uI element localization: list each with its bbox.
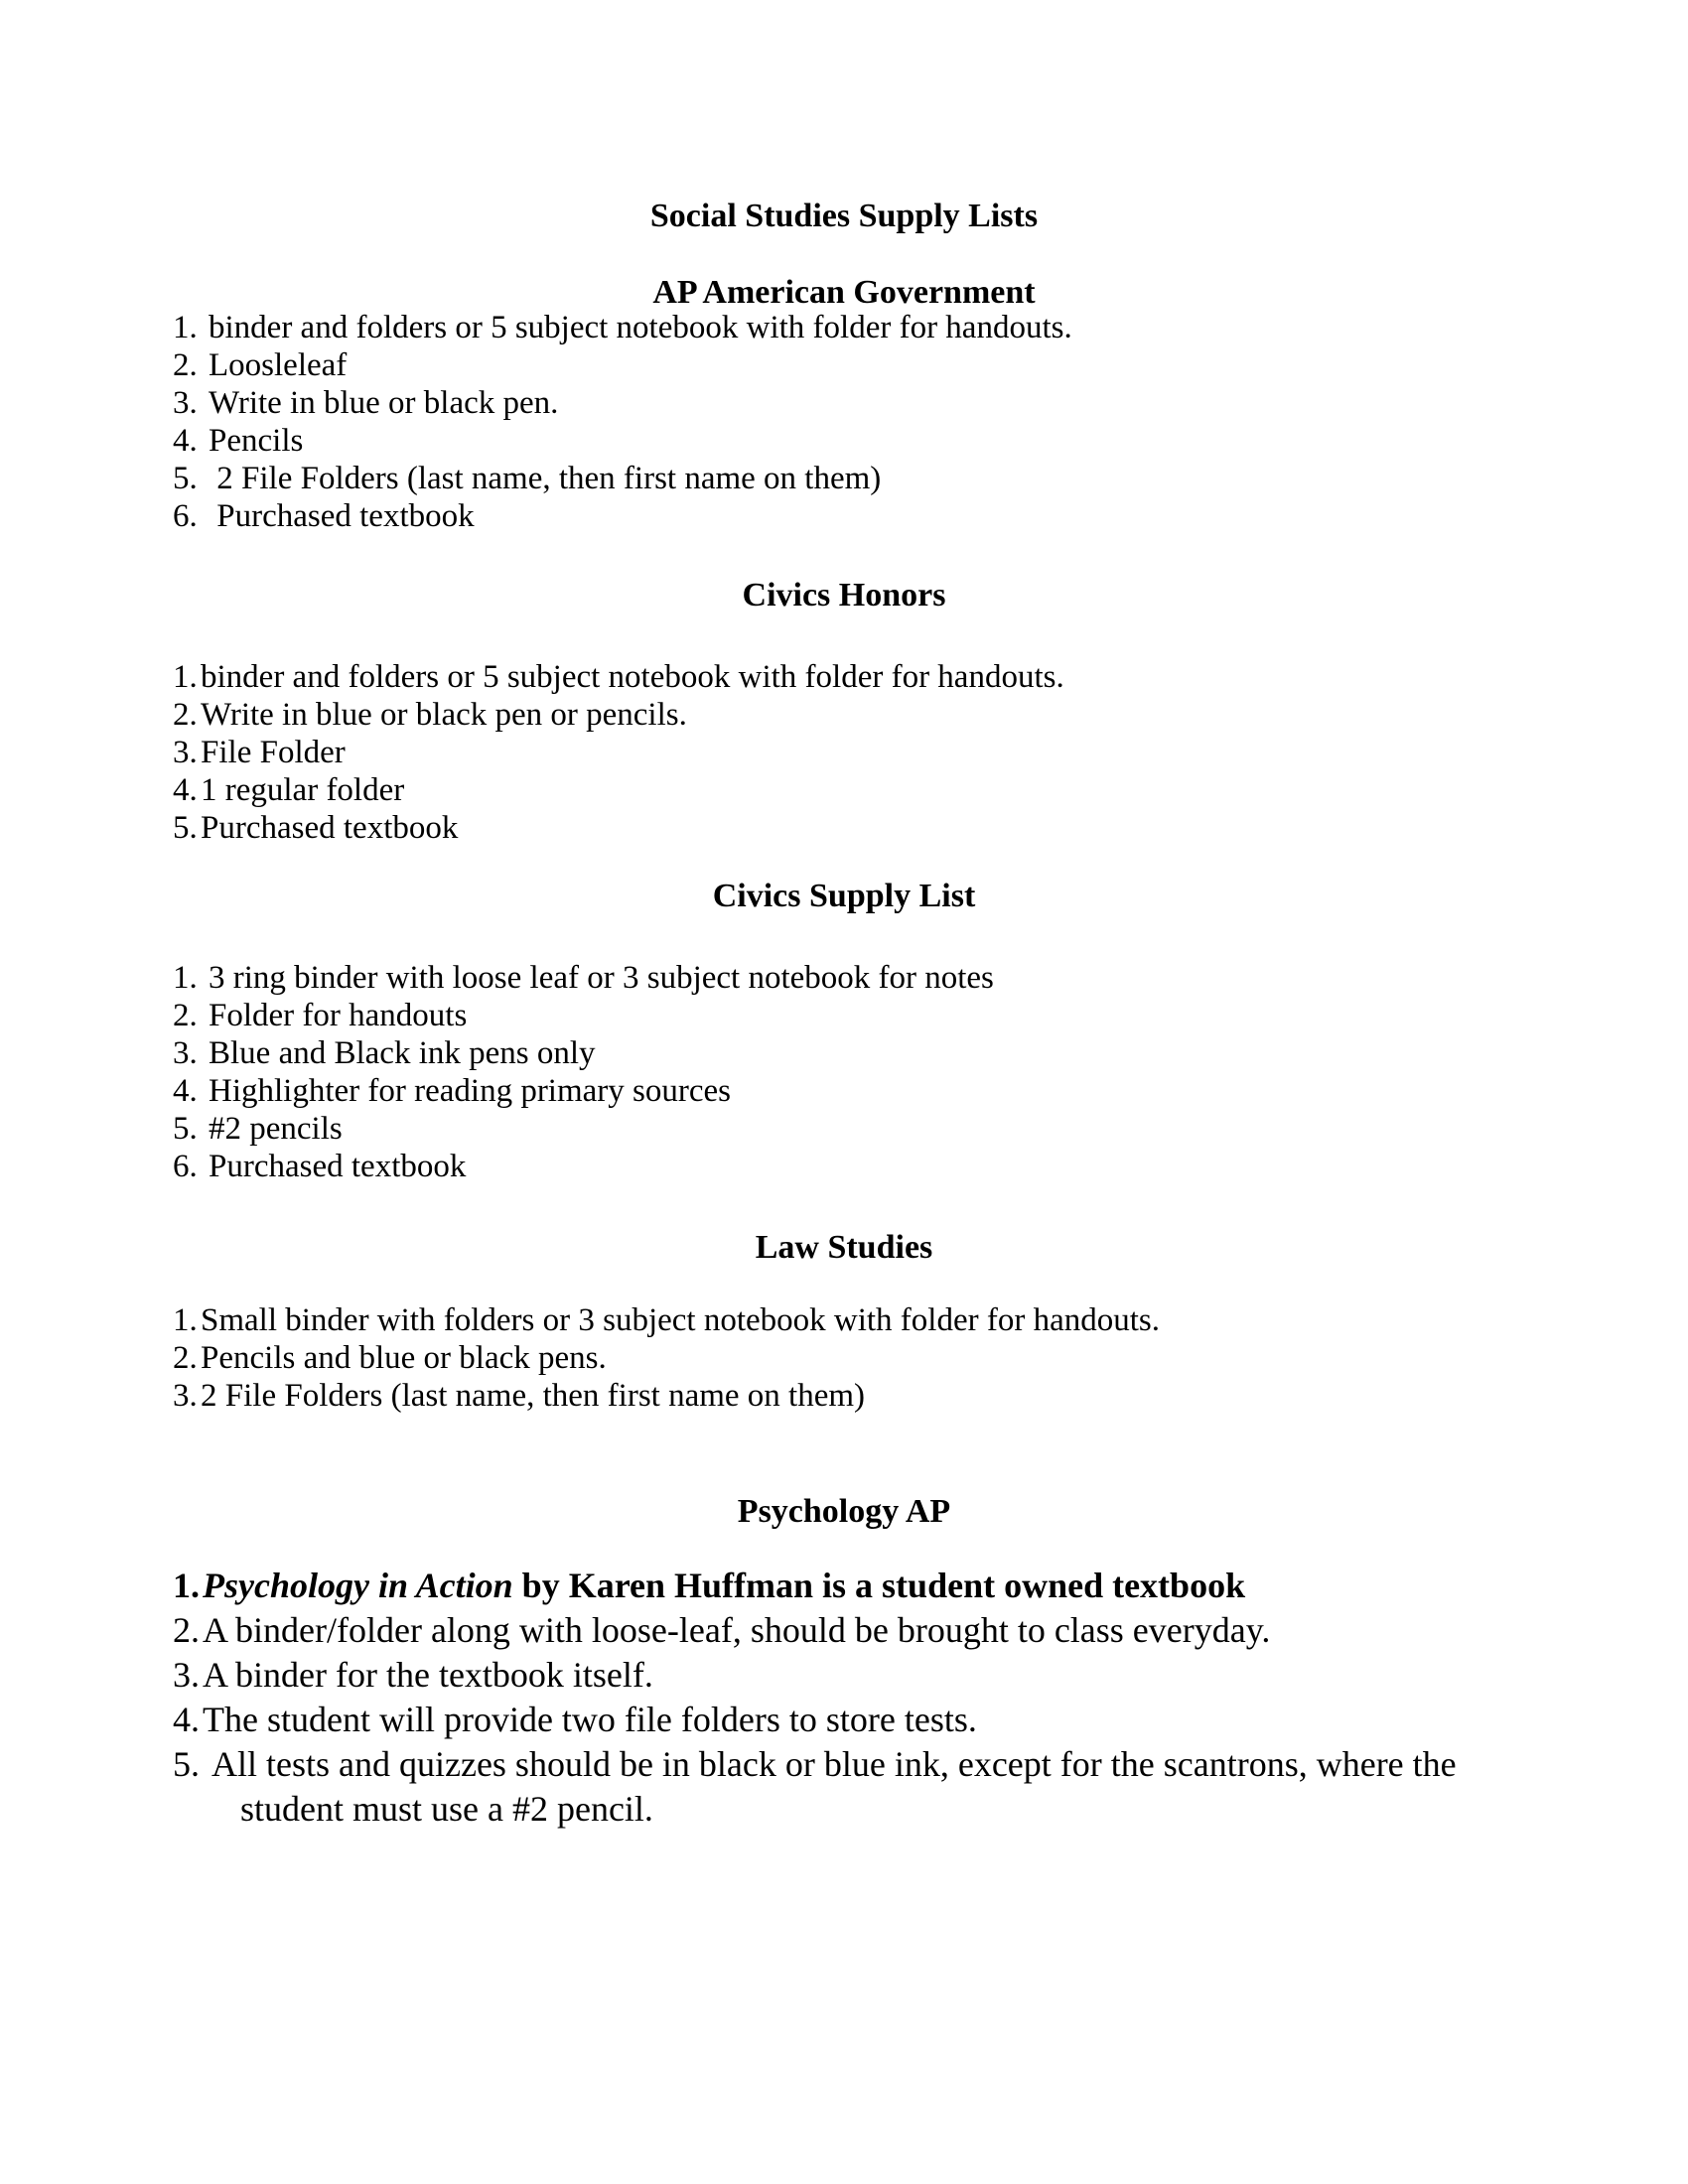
item-number: 5. xyxy=(173,1744,200,1784)
list-item xyxy=(173,422,1519,460)
list-item xyxy=(173,497,1519,535)
item-number: 3. xyxy=(173,1035,198,1071)
item-text: Purchased textbook xyxy=(209,498,475,534)
item-text: Purchased textbook xyxy=(201,810,459,846)
list-item xyxy=(173,696,1519,734)
section-heading-psychology-ap: Psychology AP xyxy=(737,1493,951,1530)
item-number: 4. xyxy=(173,772,198,808)
item-text-bold: by Karen Huffman is a student owned textbook xyxy=(512,1566,1246,1605)
list-item xyxy=(173,1698,1519,1742)
item-text: The student will provide two file folders to store tests. xyxy=(203,1700,977,1739)
list-ap-american-government xyxy=(173,309,1519,535)
list-civics-supply-list xyxy=(173,959,1519,1185)
item-text: Pencils and blue or black pens. xyxy=(201,1340,607,1376)
list-item xyxy=(173,658,1519,696)
list-item xyxy=(173,959,1519,997)
list-item xyxy=(173,1110,1519,1148)
item-number: 4. xyxy=(173,1073,198,1109)
list-civics-honors xyxy=(173,658,1519,847)
item-number: 6. xyxy=(173,1149,198,1184)
item-text xyxy=(203,1564,1519,1608)
item-text: binder and folders or 5 subject notebook with folder for handouts. xyxy=(201,659,1064,695)
section-heading-law-studies: Law Studies xyxy=(755,1229,933,1266)
item-text: Small binder with folders or 3 subject notebook with folder for handouts. xyxy=(201,1302,1160,1338)
list-item xyxy=(173,346,1519,384)
list-item xyxy=(173,1072,1519,1110)
item-number: 3. xyxy=(173,735,198,770)
item-number: 2. xyxy=(173,697,198,733)
list-item xyxy=(173,309,1519,346)
item-text: 1 regular folder xyxy=(201,772,405,808)
item-number: 1. xyxy=(173,310,198,345)
item-number: 3. xyxy=(173,1378,198,1414)
item-text: Purchased textbook xyxy=(209,1149,467,1184)
item-number: 2. xyxy=(173,347,198,383)
item-number: 5. xyxy=(173,810,198,846)
list-item xyxy=(173,384,1519,422)
item-number: 1. xyxy=(173,1566,200,1605)
item-number: 1. xyxy=(173,960,198,996)
item-text: 2 File Folders (last name, then first name on them) xyxy=(201,1378,866,1414)
item-number: 3. xyxy=(173,385,198,421)
item-text: Loosleleaf xyxy=(209,347,348,383)
item-text: #2 pencils xyxy=(209,1111,343,1147)
list-item xyxy=(173,1301,1519,1339)
section-heading-ap-american-government: AP American Government xyxy=(652,274,1036,311)
item-text: Write in blue or black pen or pencils. xyxy=(201,697,687,733)
list-law-studies xyxy=(173,1301,1519,1415)
item-text: 2 File Folders (last name, then first name on them) xyxy=(209,461,882,496)
list-item xyxy=(173,997,1519,1034)
item-text: Folder for handouts xyxy=(209,998,468,1033)
item-number: 1. xyxy=(173,1302,198,1338)
item-number: 5. xyxy=(173,461,198,496)
item-text: A binder/folder along with loose-leaf, should be brought to class everyday. xyxy=(203,1610,1271,1650)
item-text: Pencils xyxy=(209,423,304,459)
list-item xyxy=(173,1608,1519,1653)
item-number: 2. xyxy=(173,1610,200,1650)
list-psychology-ap xyxy=(173,1564,1519,1832)
list-item xyxy=(173,1742,1519,1832)
item-text: Highlighter for reading primary sources xyxy=(209,1073,732,1109)
item-text: A binder for the textbook itself. xyxy=(203,1655,653,1695)
list-item xyxy=(173,1034,1519,1072)
item-text: File Folder xyxy=(201,735,346,770)
book-title-italic: Psychology in Action xyxy=(203,1566,513,1605)
item-text: 3 ring binder with loose leaf or 3 subject notebook for notes xyxy=(209,960,994,996)
list-item xyxy=(173,1564,1519,1608)
list-item xyxy=(173,460,1519,497)
item-text: binder and folders or 5 subject notebook with folder for handouts. xyxy=(209,310,1072,345)
item-text: All tests and quizzes should be in black or blue ink, except for the scantrons, where the student must use a #2 pencil. xyxy=(203,1744,1466,1829)
list-item xyxy=(173,809,1519,847)
item-number: 6. xyxy=(173,498,198,534)
list-item xyxy=(173,771,1519,809)
item-number: 4. xyxy=(173,1700,200,1739)
item-number: 3. xyxy=(173,1655,200,1695)
item-text: Write in blue or black pen. xyxy=(209,385,559,421)
section-heading-civics-supply-list: Civics Supply List xyxy=(712,878,976,914)
item-number: 5. xyxy=(173,1111,198,1147)
list-item xyxy=(173,1377,1519,1415)
list-item xyxy=(173,1653,1519,1698)
item-number: 2. xyxy=(173,998,198,1033)
section-heading-civics-honors: Civics Honors xyxy=(742,577,946,614)
list-item xyxy=(173,1339,1519,1377)
item-number: 4. xyxy=(173,423,198,459)
document-title: Social Studies Supply Lists xyxy=(649,198,1039,234)
list-item xyxy=(173,734,1519,771)
list-item xyxy=(173,1148,1519,1185)
item-number: 1. xyxy=(173,659,198,695)
item-text: Blue and Black ink pens only xyxy=(209,1035,596,1071)
item-number: 2. xyxy=(173,1340,198,1376)
